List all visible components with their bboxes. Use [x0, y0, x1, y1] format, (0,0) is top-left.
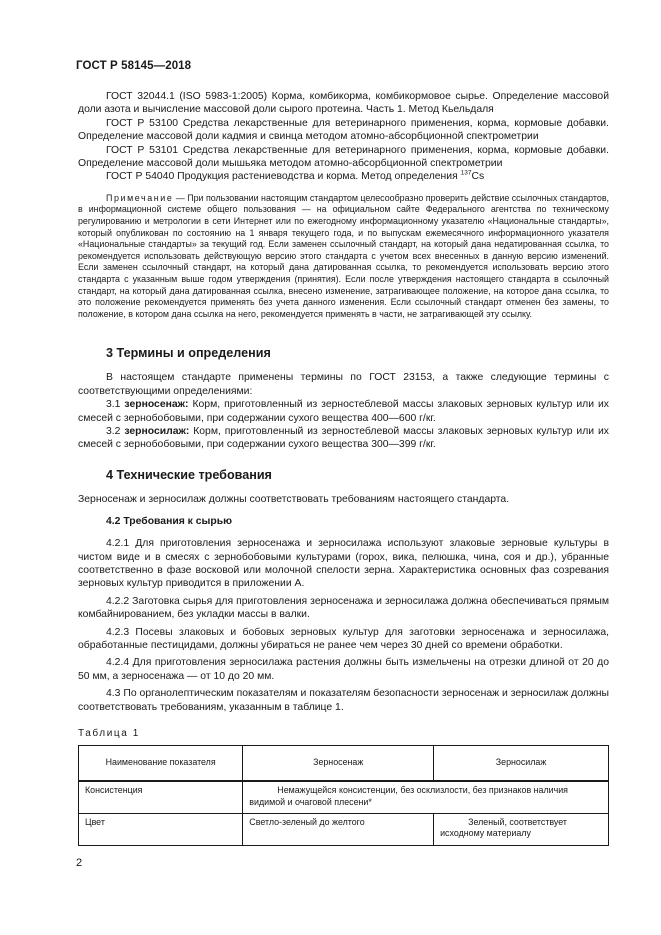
requirements-table — [78, 745, 609, 846]
table-header-cell: Зерносилаж — [434, 746, 609, 782]
section-3-heading: 3 Термины и определения — [106, 346, 271, 361]
section-4-intro: Зерносенаж и зерносилаж должны соответствовать требованиям настоящего стандарта. — [78, 493, 510, 505]
term-definition: 3.1 зерносенаж: Корм, приготовленный из зерностеблевой массы злаковых зерновых культур или их смесей с зернобобовыми, при содержании сухого вещества 400—600 г/кг. — [78, 399, 609, 424]
term-name: зерносилаж: — [124, 426, 190, 437]
reference-item: ГОСТ Р 53100 Средства лекарственные для ветеринарного применения, корма, кормовые добавки. Определение массовой доли кадмия и свинца методом атомно-абсорбционной спектрометрии — [78, 117, 609, 143]
page-number: 2 — [76, 857, 83, 869]
table-cell: Консистенция — [79, 781, 243, 813]
reference-item: ГОСТ Р 53101 Средства лекарственные для ветеринарного применения, корма, кормовые добавки. Определение массовой доли мышьяка методом атомно-абсорбционной спектрометрии — [78, 144, 609, 170]
section-4-heading: 4 Технические требования — [106, 467, 272, 482]
subsection-4-2-heading: 4.2 Требования к сырью — [106, 516, 233, 528]
table-header-cell: Наименование показателя — [79, 746, 243, 782]
note-label: Примечание — [106, 192, 174, 203]
reference-item: ГОСТ 32044.1 (ISO 5983-1:2005) Корма, комбикорма, комбикормовое сырье. Определение массовой доли азота и вычисление массовой доли сырого протеина. Часть 1. Метод Кьельдаля — [78, 91, 609, 116]
table-row — [79, 781, 609, 813]
requirement-paragraph: 4.2.3 Посевы злаковых и бобовых зерновых культур для заготовки зерносенажа и зерносилажа, обработанные пестицидами, должны убираться не ранее чем через 30 дней со времени обработки. — [78, 626, 609, 652]
section-3-intro: В настоящем стандарте применены термины по ГОСТ 23153, а также следующие термины с соответствующими определениями: — [78, 372, 609, 397]
table-header-cell: Зерносенаж — [243, 746, 434, 782]
reference-item: ГОСТ Р 54040 Продукция растениеводства и корма. Метод определения $^{137}$Cs — [106, 169, 485, 183]
requirement-paragraph: 4.2.1 Для приготовления зерносенажа и зерносилажа используют злаковые зерновые культуры в чистом виде и в смесях с зернобобовыми культурами (горох, вика, пелюшка, чина, соя и др.), убранные соответственно в фазе восковой или молочной спелости зерна. Характеристика основных фаз созревания зерновых культур приводится в приложении А. — [78, 538, 609, 590]
note-text: — При пользовании настоящим стандартом целесообразно проверить действие ссылочных стандартов, в информационной системе общего пользования — на официальном сайте Федерального агентства по техническому регулированию и метрологии в сети Интернет или по ежегодному информационному указателю «Национальные стандарты», который опубликован по состоянию на 1 января текущего года, и по выпускам ежемесячного информационного указателя «Национальные стандарты» за текущий год. Если заменен ссылочный стандарт, на который дана недатированная ссылка, то рекомендуется использовать действующую версию этого стандарта с учетом всех внесенных в данную версию изменений. Если заменен ссылочный стандарт, на который дана датированная ссылка, то рекомендуется использовать версию этого стандарта с указанным выше годом утверждения (принятия). Если после утверждения настоящего стандарта в ссылочный стандарт, на который дана датированная ссылка, внесено изменение, затрагивающее положение, на которое дана ссылка, то это положение рекомендуется применять без учета данного изменения. Если ссылочный стандарт отменен без замены, то положение, в котором дана ссылка на него, рекомендуется применять в части, не затрагивающей эту ссылку. — [78, 192, 610, 319]
table-row — [79, 813, 609, 845]
requirement-paragraph: 4.2.4 Для приготовления зерносилажа растения должны быть измельчены на отрезки длиной от 20 до 50 мм, а зерносенажа — от 10 до 20 мм. — [78, 657, 609, 682]
term-definition: 3.2 зерносилаж: Корм, приготовленный из зерностеблевой массы злаковых зерновых культур или их смесей с зернобобовыми, при содержании сухого вещества 300—399 г/кг. — [78, 426, 609, 451]
table-header-row — [79, 746, 609, 782]
requirement-paragraph: 4.2.2 Заготовка сырья для приготовления зерносенажа и зерносилажа должна обеспечиваться прямым комбайнированием, без укладки массы в валки. — [78, 595, 609, 621]
requirement-paragraph: 4.3 По органолептическим показателям и показателям безопасности зерносенаж и зерносилаж должны соответствовать требованиям, указанным в таблице 1. — [78, 688, 609, 713]
table-cell: Светло-зеленый до желтого — [243, 813, 434, 845]
term-name: зерносенаж: — [124, 399, 189, 411]
references-note — [78, 193, 609, 321]
page-header: ГОСТ Р 58145—2018 — [76, 60, 192, 72]
table-cell: Цвет — [79, 813, 243, 845]
table-cell: Немажущейся консистенции, без осклизлости, без признаков наличия видимой и очаговой плесени* — [243, 781, 609, 813]
table-caption: Таблица 1 — [78, 728, 140, 740]
page-content — [78, 90, 609, 846]
table-cell: Зеленый, соответствует исходному материалу — [434, 813, 609, 845]
normative-references — [78, 90, 609, 184]
